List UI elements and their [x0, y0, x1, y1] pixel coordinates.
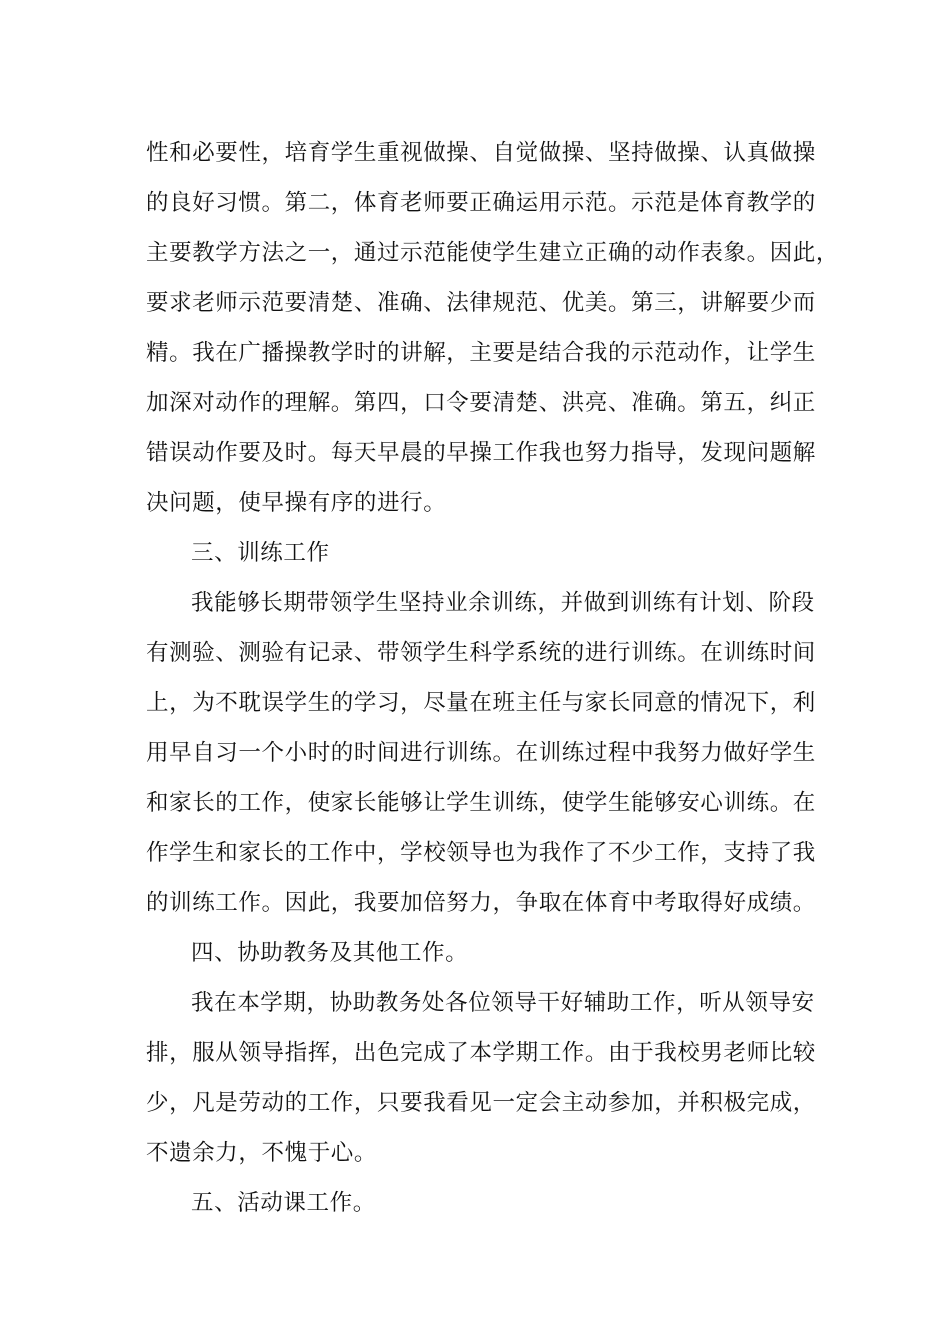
text-line: 少，凡是劳动的工作，只要我看见一定会主动参加，并积极完成， [146, 1090, 816, 1116]
text-line: 不遗余力，不愧于心。 [146, 1140, 378, 1166]
text-line: 有测验、测验有记录、带领学生科学系统的进行训练。在训练时间 [146, 640, 816, 666]
text-line: 的训练工作。因此，我要加倍努力，争取在体育中考取得好成绩。 [146, 890, 816, 916]
text-line: 决问题，使早操有序的进行。 [146, 490, 447, 516]
text-line: 我在本学期，协助教务处各位领导干好辅助工作，听从领导安 [191, 990, 815, 1016]
text-line: 要求老师示范要清楚、准确、法律规范、优美。第三，讲解要少而 [146, 290, 816, 316]
text-line: 和家长的工作，使家长能够让学生训练，使学生能够安心训练。在 [146, 790, 816, 816]
text-line: 我能够长期带领学生坚持业余训练，并做到训练有计划、阶段 [191, 590, 815, 616]
text-line: 主要教学方法之一，通过示范能使学生建立正确的动作表象。因此， [146, 240, 840, 266]
text-line: 错误动作要及时。每天早晨的早操工作我也努力指导，发现问题解 [146, 440, 816, 466]
section-heading: 四、协助教务及其他工作。 [191, 940, 469, 966]
text-line: 的良好习惯。第二，体育老师要正确运用示范。示范是体育教学的 [146, 190, 816, 216]
section-heading: 五、活动课工作。 [191, 1190, 376, 1216]
text-line: 加深对动作的理解。第四，口令要清楚、洪亮、准确。第五，纠正 [146, 390, 816, 416]
section-heading: 三、训练工作 [191, 540, 330, 566]
text-line: 作学生和家长的工作中，学校领导也为我作了不少工作，支持了我 [146, 840, 816, 866]
text-line: 上，为不耽误学生的学习，尽量在班主任与家长同意的情况下，利 [146, 690, 816, 716]
text-line: 排，服从领导指挥，出色完成了本学期工作。由于我校男老师比较 [146, 1040, 816, 1066]
text-line: 用早自习一个小时的时间进行训练。在训练过程中我努力做好学生 [146, 740, 816, 766]
text-line: 性和必要性，培育学生重视做操、自觉做操、坚持做操、认真做操 [146, 140, 816, 166]
text-line: 精。我在广播操教学时的讲解，主要是结合我的示范动作，让学生 [146, 340, 816, 366]
document-body [146, 128, 840, 1228]
